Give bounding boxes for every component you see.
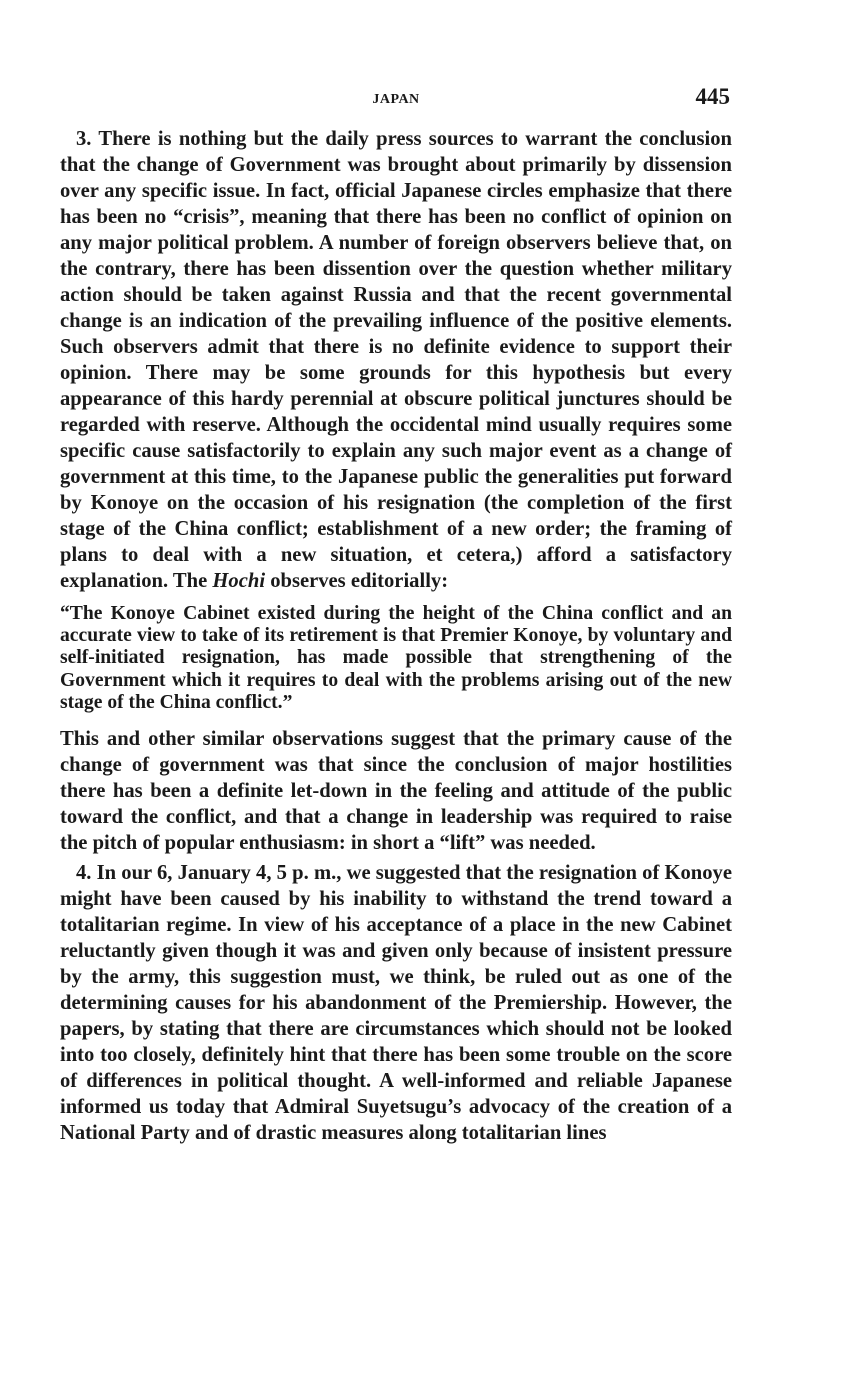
paragraph-3-continuation: This and other similar observations suggest that the primary cause of the change of government was that since the conclusion of major hostilities there has been a definite let-down in the feeling and attitude of the public toward the conflict, and that a change in leadership was required to raise the pitch of popular enthusiasm: in short a “lift” was needed. (60, 728, 732, 855)
paragraph-3-text: 3. There is nothing but the daily press sources to warrant the conclusion that the change of Government was brought about primarily by dissension over any specific issue. In fact, official Japanese circles emphasize that there has been no “crisis”, meaning that there has been no conflict of opinion on any major political problem. A number of foreign observers believe that, on the contrary, there has been dissention over the question whether military action should be taken against Russia and that the recent governmental change is an indication of the prevailing influence of the positive elements. Such observers admit that there is no definite evidence to support their opinion. There may be some grounds for this hypothesis but every appearance of this hardy perennial at obscure political junctures should be regarded with reserve. Although the occidental mind usually requires some specific cause satisfactorily to explain any such major event as a change of government at this time, to the Japanese public the generalities put forward by Konoye on the occasion of his resignation (the completion of the first stage of the China conflict; establishment of a new order; the framing of plans to deal with a new situation, et cetera,) afford a satisfactory explanation. The (60, 128, 732, 592)
quote-text: “The Konoye Cabinet existed during the height of the China conflict and an accurate view to take of its retirement is that Premier Konoye, by voluntary and self-initiated resignation, has made possible that strengthening of the Government which it requires to deal with the problems arising out of the new stage of the China conflict.” (60, 603, 732, 713)
paragraph-3-tail: observes editorially: (265, 570, 449, 592)
newspaper-name: Hochi (212, 570, 266, 592)
paragraph-3 (60, 126, 732, 594)
paragraph-4: 4. In our 6, January 4, 5 p. m., we suggested that the resignation of Konoye might have been caused by his inability to withstand the trend toward a totalitarian regime. In view of his acceptance of a place in the new Cabinet reluctantly given though it was and given only because of insistent pressure by the army, this suggestion must, we think, be ruled out as one of the determining causes for his abandonment of the Premiership. However, the papers, by stating that there are circumstances which should not be looked into too closely, definitely hint that there has been some trouble on the score of differences in political thought. A well-informed and reliable Japanese informed us today that Admiral Suyetsugu’s advocacy of the creation of a National Party and of drastic measures along totalitarian lines (60, 862, 732, 1145)
running-title: JAPAN (372, 92, 420, 107)
document-page (60, 84, 732, 1146)
running-header (60, 84, 732, 114)
block-quote (60, 603, 732, 714)
page-number: 445 (695, 84, 730, 109)
